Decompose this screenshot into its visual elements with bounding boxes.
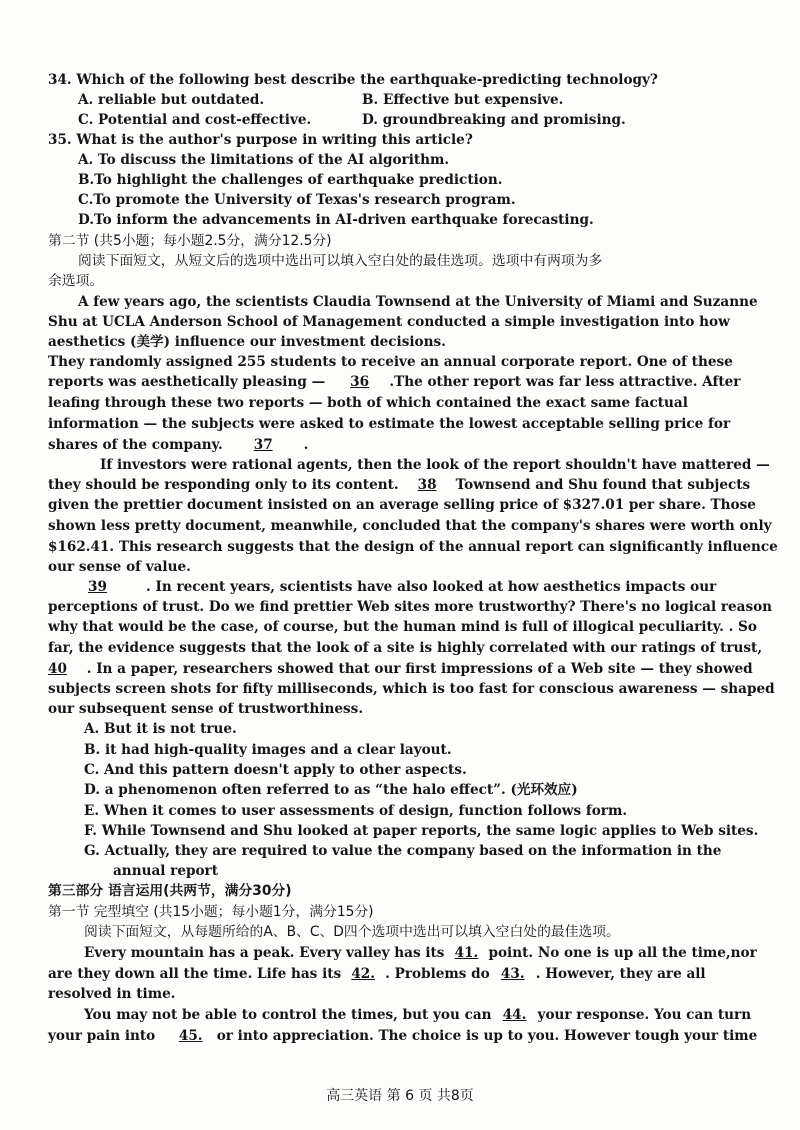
- option-b: B. it had high-quality images and a clear layout.: [84, 742, 452, 758]
- cloze-text: Every mountain has a peak. Every valley has its: [84, 945, 445, 961]
- passage-line: aesthetics (美学) influence our investment decisions.: [48, 334, 446, 350]
- passage-line: leafing through these two reports — both of which contained the exact same factual: [48, 395, 688, 411]
- blank-40: 40: [48, 661, 67, 677]
- passage-line: A few years ago, the scientists Claudia Townsend at the University of Miami and Suzanne: [78, 294, 758, 310]
- passage-line: [48, 659, 753, 679]
- blank-43: 43.: [500, 966, 525, 982]
- passage-line: our sense of value.: [48, 559, 191, 575]
- q35-option-a: A. To discuss the limitations of the AI algorithm.: [78, 152, 450, 168]
- passage-text: .: [303, 437, 309, 453]
- passage-text: they should be responding only to its content.: [48, 477, 399, 493]
- passage-line: perceptions of trust. Do we find prettier Web sites more trustworthy? There's no logical reason: [48, 599, 773, 615]
- passage-line: $162.41. This research suggests that the design of the annual report can significantly influence: [48, 539, 778, 555]
- passage-line: [48, 372, 740, 392]
- blank-36: 36: [350, 374, 370, 390]
- q35-option-d: D.To inform the advancements in AI-driven earthquake forecasting.: [78, 212, 594, 228]
- blank-41: 41.: [454, 945, 479, 961]
- passage-line: If investors were rational agents, then the look of the report shouldn't have mattered —: [100, 457, 770, 473]
- blank-42: 42.: [351, 966, 375, 982]
- q34-option-a: A. reliable but outdated.: [78, 92, 265, 108]
- cloze-line: [48, 964, 706, 984]
- option-d: D. a phenomenon often referred to as “the halo effect”. (光环效应): [84, 782, 578, 798]
- part-3-heading: 第三部分 语言运用(共两节，满分30分): [48, 883, 292, 899]
- q34-option-c: C. Potential and cost-effective.: [78, 112, 312, 128]
- q35-option-c: C.To promote the University of Texas's research program.: [78, 192, 516, 208]
- passage-line: why that would be the case, of course, but the human mind is full of illogical peculiarity. . So: [48, 619, 757, 635]
- option-f: F. While Townsend and Shu looked at paper reports, the same logic applies to Web sites.: [84, 823, 759, 839]
- cloze-line: resolved in time.: [48, 986, 176, 1002]
- passage-line: our subsequent sense of trustworthiness.: [48, 701, 364, 717]
- passage-text: reports was aesthetically pleasing —: [48, 374, 326, 390]
- cloze-text: . However, they are all: [535, 966, 706, 982]
- passage-line: They randomly assigned 255 students to receive an annual corporate report. One of these: [48, 354, 733, 370]
- passage-text: . In a paper, researchers showed that our first impressions of a Web site — they showed: [86, 661, 753, 677]
- q34-option-d: D. groundbreaking and promising.: [362, 112, 626, 128]
- part-3-instruction: 阅读下面短文，从每题所给的A、B、C、D四个选项中选出可以填入空白处的最佳选项。: [84, 924, 620, 940]
- part-3-subheading: 第一节 完型填空 (共15小题；每小题1分，满分15分): [48, 904, 374, 920]
- passage-line: given the prettier document insisted on an average selling price of $327.01 per share. Those: [48, 497, 756, 513]
- section-2-heading: 第二节 (共5小题；每小题2.5分，满分12.5分): [48, 233, 332, 249]
- section-2-instruction-line1: 阅读下面短文，从短文后的选项中选出可以填入空白处的最佳选项。选项中有两项为多: [78, 253, 603, 269]
- passage-text: . In recent years, scientists have also looked at how aesthetics impacts our: [146, 579, 717, 595]
- question-34-stem: 34. Which of the following best describe the earthquake-predicting technology?: [48, 72, 658, 88]
- passage-text: Townsend and Shu found that subjects: [455, 477, 751, 493]
- cloze-text: your pain into: [48, 1028, 156, 1044]
- option-e: E. When it comes to user assessments of design, function follows form.: [84, 803, 628, 819]
- question-35-stem: 35. What is the author's purpose in writing this article?: [48, 132, 473, 148]
- option-g: G. Actually, they are required to value the company based on the information in the: [84, 843, 722, 859]
- cloze-text: point. No one is up all the time,nor: [488, 945, 757, 961]
- passage-text: .The other report was far less attractive. After: [389, 374, 741, 390]
- cloze-text: You may not be able to control the times, but you can: [84, 1007, 492, 1023]
- section-2-instruction-line2: 余选项。: [48, 273, 104, 289]
- passage-line: shown less pretty document, meanwhile, concluded that the company's shares were worth only: [48, 518, 772, 534]
- option-a: A. But it is not true.: [84, 721, 237, 737]
- passage-line: subjects screen shots for fifty milliseconds, which is too fast for conscious awareness — shaped: [48, 681, 775, 697]
- blank-38: 38: [417, 477, 437, 493]
- passage-line: far, the evidence suggests that the look of a site is highly correlated with our ratings of trust,: [48, 640, 763, 656]
- passage-line: Shu at UCLA Anderson School of Management conducted a simple investigation into how: [48, 314, 730, 330]
- cloze-text: or into appreciation. The choice is up to you. However tough your time: [216, 1028, 758, 1044]
- cloze-text: are they down all the time. Life has its: [48, 966, 342, 982]
- blank-37: 37: [253, 437, 273, 453]
- blank-45: 45.: [178, 1028, 203, 1044]
- blank-44: 44.: [502, 1007, 527, 1023]
- cloze-line: [48, 1026, 757, 1046]
- cloze-line: [84, 943, 757, 963]
- option-g-continued: annual report: [113, 863, 218, 879]
- cloze-line: [84, 1005, 751, 1025]
- q34-option-b: B. Effective but expensive.: [362, 92, 564, 108]
- option-c: C. And this pattern doesn't apply to other aspects.: [84, 762, 467, 778]
- passage-text: shares of the company.: [48, 437, 223, 453]
- page-footer: 高三英语 第 6 页 共8页: [326, 1088, 474, 1104]
- cloze-text: your response. You can turn: [537, 1007, 752, 1023]
- q35-option-b: B.To highlight the challenges of earthquake prediction.: [78, 172, 503, 188]
- passage-line: information — the subjects were asked to estimate the lowest acceptable selling price for: [48, 416, 731, 432]
- passage-line: [88, 577, 716, 597]
- cloze-text: . Problems do: [385, 966, 490, 982]
- passage-line: [48, 475, 750, 495]
- passage-line: [48, 435, 308, 455]
- blank-39: 39: [88, 579, 107, 595]
